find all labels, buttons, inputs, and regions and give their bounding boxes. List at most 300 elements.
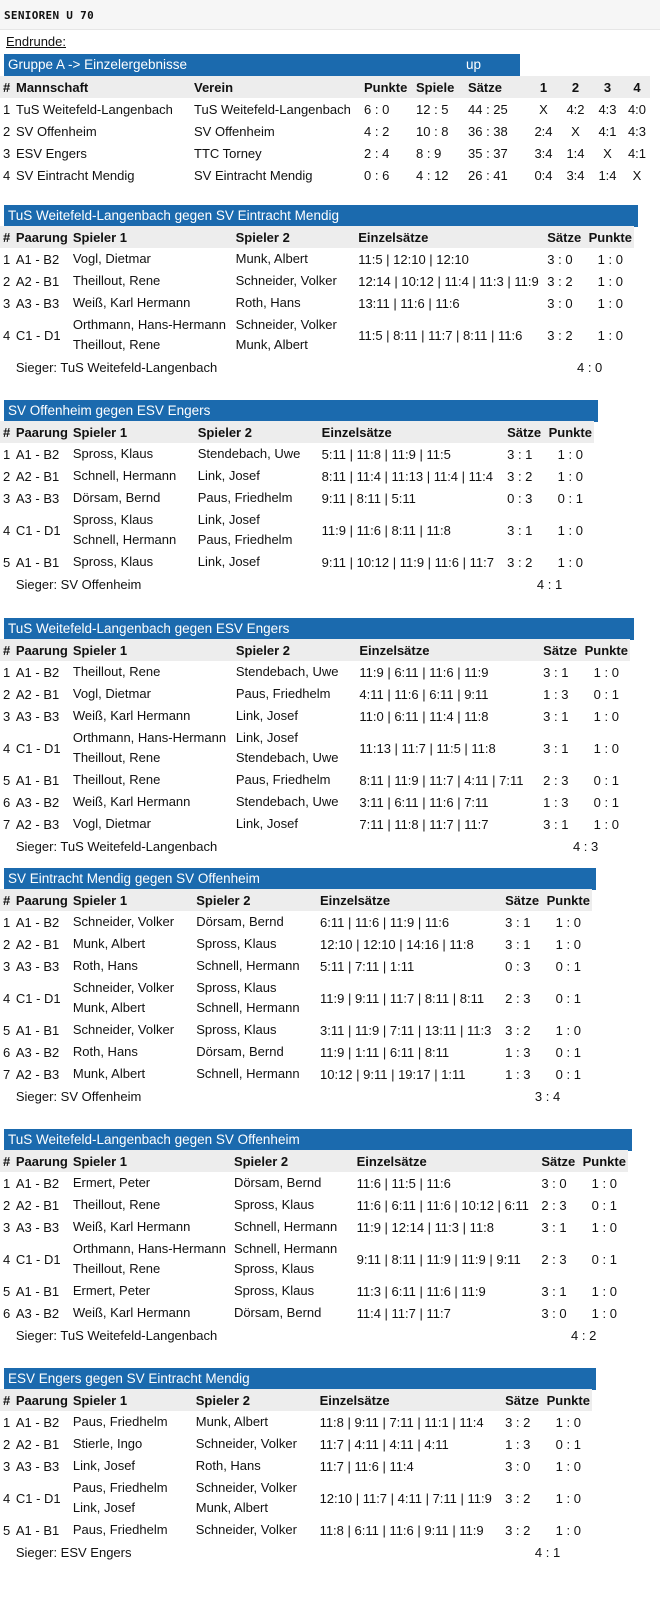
player-2-cell xyxy=(233,683,357,705)
pairing-code: A1 - B1 xyxy=(15,1522,60,1538)
pairing-number: 1 xyxy=(3,1414,11,1430)
sets-score: 3 : 2 xyxy=(547,327,573,343)
player-1-cell xyxy=(70,1019,193,1041)
player-2-name: Munk, Albert xyxy=(235,337,308,352)
points-score: 1 : 0 xyxy=(557,554,583,570)
group-table xyxy=(0,76,650,186)
player-2-name: Schneider, Volker xyxy=(195,1522,297,1537)
match-table xyxy=(0,226,634,378)
single-sets: 5:11 | 11:8 | 11:9 | 11:5 xyxy=(321,446,451,462)
points-score: 1 : 0 xyxy=(591,1175,617,1191)
pairing-number: 2 xyxy=(3,468,11,484)
pairing-code: A1 - B1 xyxy=(15,772,60,788)
standings-row xyxy=(0,164,650,186)
page-title: SENIOREN U 70 xyxy=(0,0,660,30)
sets-score: 1 : 3 xyxy=(505,1436,531,1452)
player-2-cell xyxy=(233,769,357,791)
pairing-code: A1 - B1 xyxy=(15,554,60,570)
player-1-cell xyxy=(70,791,233,813)
pairing-row xyxy=(0,487,594,509)
player-2-cell xyxy=(233,727,357,769)
sets-score: 3 : 2 xyxy=(505,1522,531,1538)
col-header: Einzelsätze xyxy=(355,226,544,248)
player-2-cell xyxy=(193,933,317,955)
player-1-cell xyxy=(70,487,195,509)
player-2-cell xyxy=(195,509,319,551)
sets-score: 2 : 3 xyxy=(541,1197,567,1213)
standings-vs-4: 4:3 xyxy=(627,123,647,139)
col-header: Paarung xyxy=(13,639,70,661)
player-2-cell xyxy=(195,443,319,465)
single-sets: 10:12 | 9:11 | 19:17 | 1:11 xyxy=(320,1066,466,1082)
pairing-code: C1 - D1 xyxy=(15,740,61,756)
pairing-row xyxy=(0,292,634,314)
endrunde-heading: Endrunde: xyxy=(6,34,66,49)
single-sets: 12:10 | 12:10 | 14:16 | 11:8 xyxy=(320,936,474,952)
single-sets: 11:0 | 6:11 | 11:4 | 11:8 xyxy=(359,708,489,724)
player-2-name: Stendebach, Uwe xyxy=(235,664,339,679)
sets-score: 3 : 2 xyxy=(547,273,573,289)
points-score: 1 : 0 xyxy=(555,1490,581,1506)
pairing-number: 1 xyxy=(3,446,11,462)
pairing-code: C1 - D1 xyxy=(15,1490,61,1506)
player-2-name: Spross, Klaus xyxy=(196,980,277,995)
pairing-code: A2 - B1 xyxy=(15,468,60,484)
pairing-row xyxy=(0,1194,628,1216)
player-1-cell xyxy=(70,1455,193,1477)
player-1-cell xyxy=(70,1411,193,1433)
pairing-row xyxy=(0,813,630,835)
standings-vs-4: 4:1 xyxy=(627,145,647,161)
winner-total: 3 : 4 xyxy=(534,1088,561,1104)
pairing-number: 3 xyxy=(3,1458,11,1474)
pairing-row xyxy=(0,955,592,977)
player-2-name: Munk, Albert xyxy=(195,1500,268,1515)
standings-club: SV Offenheim xyxy=(194,123,275,139)
col-header: # xyxy=(0,226,13,248)
pairing-code: C1 - D1 xyxy=(15,327,61,343)
standings-vs-1: 3:4 xyxy=(534,145,553,161)
points-score: 1 : 0 xyxy=(555,936,581,952)
player-1-cell xyxy=(70,1238,231,1280)
player-1-name: Weiß, Karl Hermann xyxy=(72,794,191,809)
col-header: # xyxy=(0,639,13,661)
single-sets: 11:9 | 9:11 | 11:7 | 8:11 | 8:11 xyxy=(320,990,485,1006)
sets-score: 2 : 3 xyxy=(505,990,531,1006)
player-1-cell xyxy=(70,1477,193,1519)
pairing-code: A3 - B2 xyxy=(15,1305,60,1321)
winner-spacer xyxy=(0,835,13,857)
match-table xyxy=(0,889,592,1107)
player-2-name: Link, Josef xyxy=(235,816,298,831)
pairing-number: 3 xyxy=(3,295,11,311)
standings-vs-2: X xyxy=(571,123,580,139)
player-2-name: Dörsam, Bernd xyxy=(233,1305,322,1320)
pairing-code: A3 - B3 xyxy=(15,1219,60,1235)
match-table-header-row xyxy=(0,639,630,661)
pairing-row xyxy=(0,1519,592,1541)
pairing-number: 6 xyxy=(3,1305,11,1321)
pairing-row xyxy=(0,769,630,791)
sets-score: 3 : 0 xyxy=(547,295,573,311)
player-1-name: Schneider, Volker xyxy=(72,914,175,929)
standings-rank: 4 xyxy=(3,167,11,183)
points-score: 1 : 0 xyxy=(597,273,623,289)
winner-label: Sieger: ESV Engers xyxy=(15,1544,132,1560)
sets-score: 1 : 3 xyxy=(543,794,569,810)
pairing-code: A2 - B1 xyxy=(15,1436,60,1452)
player-1-name: Dörsam, Bernd xyxy=(72,490,161,505)
player-1-name: Theillout, Rene xyxy=(72,273,161,288)
standings-games: 10 : 8 xyxy=(416,123,449,139)
sets-score: 3 : 1 xyxy=(543,740,569,756)
standings-row xyxy=(0,142,650,164)
pairing-row xyxy=(0,1433,592,1455)
col-header: Einzelsätze xyxy=(317,1389,503,1411)
winner-spacer xyxy=(0,573,13,595)
standings-vs-2: 1:4 xyxy=(566,145,585,161)
col-header: 3 xyxy=(591,76,623,98)
sets-score: 3 : 1 xyxy=(507,522,533,538)
player-2-name: Munk, Albert xyxy=(195,1414,268,1429)
col-header: Punkte xyxy=(580,1150,628,1172)
player-1-cell xyxy=(70,509,195,551)
standings-games: 4 : 12 xyxy=(416,167,449,183)
standings-vs-3: 1:4 xyxy=(598,167,617,183)
up-link[interactable]: up xyxy=(466,57,482,72)
pairing-number: 3 xyxy=(3,708,11,724)
pairing-row xyxy=(0,1238,628,1280)
player-1-name: Schnell, Hermann xyxy=(72,468,177,483)
standings-rank: 2 xyxy=(3,123,11,139)
player-2-cell xyxy=(193,1455,317,1477)
points-score: 0 : 1 xyxy=(555,1066,581,1082)
pairing-row xyxy=(0,1477,592,1519)
player-2-cell xyxy=(193,1411,317,1433)
player-1-cell xyxy=(70,661,233,683)
single-sets: 11:4 | 11:7 | 11:7 xyxy=(356,1305,451,1321)
winner-row xyxy=(0,1541,592,1563)
player-2-cell xyxy=(193,1041,317,1063)
col-header: Sätze xyxy=(540,639,581,661)
winner-row xyxy=(0,1324,628,1346)
pairing-row xyxy=(0,683,630,705)
player-1-name: Paus, Friedhelm xyxy=(72,1414,168,1429)
winner-label: Sieger: TuS Weitefeld-Langenbach xyxy=(15,838,218,854)
points-score: 0 : 1 xyxy=(555,990,581,1006)
match-table xyxy=(0,421,594,595)
pairing-row xyxy=(0,661,630,683)
player-2-name: Paus, Friedhelm xyxy=(197,490,293,505)
player-2-name: Spross, Klaus xyxy=(196,936,277,951)
player-2-name: Link, Josef xyxy=(197,554,260,569)
sets-score: 3 : 1 xyxy=(505,914,531,930)
pairing-number: 6 xyxy=(3,1044,11,1060)
pairing-code: A2 - B3 xyxy=(15,816,60,832)
pairing-code: A3 - B2 xyxy=(15,1044,60,1060)
player-2-name: Link, Josef xyxy=(235,708,298,723)
single-sets: 11:9 | 6:11 | 11:6 | 11:9 xyxy=(359,664,489,680)
standings-vs-3: X xyxy=(603,145,612,161)
col-header: 4 xyxy=(623,76,650,98)
player-2-name: Schneider, Volker xyxy=(195,1480,297,1495)
player-1-cell xyxy=(70,933,193,955)
standings-games: 12 : 5 xyxy=(416,101,449,117)
col-header: Spieler 2 xyxy=(193,1389,317,1411)
standings-team: SV Eintracht Mendig xyxy=(16,167,135,183)
pairing-code: A1 - B2 xyxy=(15,251,60,267)
player-2-name: Spross, Klaus xyxy=(233,1197,315,1212)
match-table-header-row xyxy=(0,1389,592,1411)
col-header: Sätze xyxy=(504,421,546,443)
player-1-name: Munk, Albert xyxy=(72,1000,146,1015)
col-header: Punkte xyxy=(586,226,634,248)
standings-points: 6 : 0 xyxy=(364,101,390,117)
points-score: 1 : 0 xyxy=(593,664,619,680)
sets-score: 3 : 2 xyxy=(505,1490,531,1506)
player-2-cell xyxy=(233,813,357,835)
col-header: Spieler 1 xyxy=(70,889,193,911)
points-score: 1 : 0 xyxy=(557,446,583,462)
player-1-name: Orthmann, Hans-Hermann xyxy=(72,1241,226,1256)
standings-row xyxy=(0,98,650,120)
points-score: 1 : 0 xyxy=(555,1414,581,1430)
player-1-cell xyxy=(70,769,233,791)
player-1-name: Vogl, Dietmar xyxy=(72,251,151,266)
col-header: Einzelsätze xyxy=(356,639,540,661)
player-2-cell xyxy=(233,705,357,727)
player-2-cell xyxy=(193,1519,317,1541)
col-header: # xyxy=(0,421,13,443)
player-2-name: Link, Josef xyxy=(197,512,260,527)
sets-score: 3 : 2 xyxy=(505,1414,531,1430)
winner-total: 4 : 0 xyxy=(576,359,603,375)
pairing-number: 4 xyxy=(3,1490,11,1506)
col-header: Spieler 1 xyxy=(70,1389,193,1411)
player-1-name: Roth, Hans xyxy=(72,1044,138,1059)
pairing-number: 3 xyxy=(3,958,11,974)
sets-score: 3 : 2 xyxy=(507,554,533,570)
pairing-code: A1 - B2 xyxy=(15,446,60,462)
pairing-number: 3 xyxy=(3,490,11,506)
col-header: Spieler 1 xyxy=(70,226,233,248)
col-header: # xyxy=(0,1389,13,1411)
single-sets: 6:11 | 11:6 | 11:9 | 11:6 xyxy=(320,914,450,930)
player-2-cell xyxy=(193,1477,317,1519)
single-sets: 12:10 | 11:7 | 4:11 | 7:11 | 11:9 xyxy=(319,1490,492,1506)
standings-rank: 1 xyxy=(3,101,11,117)
pairing-code: A1 - B1 xyxy=(15,1283,60,1299)
pairing-row xyxy=(0,1411,592,1433)
single-sets: 11:8 | 6:11 | 11:6 | 9:11 | 11:9 xyxy=(319,1522,484,1538)
pairing-row xyxy=(0,727,630,769)
points-score: 0 : 1 xyxy=(593,772,619,788)
player-1-name: Munk, Albert xyxy=(72,936,146,951)
pairing-code: A1 - B1 xyxy=(15,1022,60,1038)
player-1-name: Weiß, Karl Hermann xyxy=(72,1219,191,1234)
pairing-number: 7 xyxy=(3,1066,11,1082)
player-2-cell xyxy=(193,1019,317,1041)
sets-score: 3 : 1 xyxy=(505,936,531,952)
pairing-row xyxy=(0,314,634,356)
pairing-code: A1 - B2 xyxy=(15,1414,60,1430)
col-header: Mannschaft xyxy=(13,76,191,98)
winner-label: Sieger: TuS Weitefeld-Langenbach xyxy=(15,1327,218,1343)
standings-row xyxy=(0,120,650,142)
pairing-code: A3 - B3 xyxy=(15,958,60,974)
standings-club: TTC Torney xyxy=(194,145,262,161)
winner-total: 4 : 1 xyxy=(534,1544,561,1560)
player-2-name: Link, Josef xyxy=(235,730,298,745)
player-2-cell xyxy=(193,977,317,1019)
sets-score: 3 : 0 xyxy=(541,1305,567,1321)
pairing-row xyxy=(0,1063,592,1085)
pairing-number: 2 xyxy=(3,273,11,289)
winner-label: Sieger: SV Offenheim xyxy=(15,576,142,592)
points-score: 1 : 0 xyxy=(555,1022,581,1038)
single-sets: 11:9 | 11:6 | 8:11 | 11:8 xyxy=(321,522,451,538)
player-2-name: Schneider, Volker xyxy=(235,317,337,332)
player-1-name: Stierle, Ingo xyxy=(72,1436,143,1451)
sets-score: 3 : 2 xyxy=(507,468,533,484)
pairing-code: C1 - D1 xyxy=(15,990,61,1006)
standings-sets: 26 : 41 xyxy=(468,167,508,183)
player-1-name: Theillout, Rene xyxy=(72,772,161,787)
player-2-name: Paus, Friedhelm xyxy=(235,686,331,701)
player-1-name: Theillout, Rene xyxy=(72,1261,161,1276)
player-1-name: Orthmann, Hans-Hermann xyxy=(72,730,227,745)
sets-score: 3 : 1 xyxy=(541,1219,567,1235)
pairing-number: 4 xyxy=(3,990,11,1006)
player-1-cell xyxy=(70,1302,231,1324)
pairing-number: 5 xyxy=(3,554,11,570)
col-header: Einzelsätze xyxy=(317,889,502,911)
pairing-row xyxy=(0,1172,628,1194)
points-score: 0 : 1 xyxy=(555,1436,581,1452)
col-header: # xyxy=(0,76,13,98)
standings-rank: 3 xyxy=(3,145,11,161)
player-1-name: Theillout, Rene xyxy=(72,750,161,765)
player-2-name: Spross, Klaus xyxy=(233,1261,315,1276)
col-header: Einzelsätze xyxy=(319,421,504,443)
pairing-code: C1 - D1 xyxy=(15,522,61,538)
sets-score: 3 : 0 xyxy=(547,251,573,267)
standings-points: 4 : 2 xyxy=(364,123,390,139)
player-2-cell xyxy=(233,270,356,292)
player-2-cell xyxy=(233,314,356,356)
col-header: Spieler 1 xyxy=(70,1150,231,1172)
sets-score: 2 : 3 xyxy=(541,1251,567,1267)
player-2-name: Munk, Albert xyxy=(235,251,308,266)
match-header: ESV Engers gegen SV Eintracht Mendig xyxy=(4,1368,596,1390)
player-2-cell xyxy=(231,1216,354,1238)
player-2-cell xyxy=(231,1280,354,1302)
winner-spacer xyxy=(0,1324,13,1346)
standings-points: 2 : 4 xyxy=(364,145,390,161)
pairing-code: A2 - B1 xyxy=(15,1197,60,1213)
player-1-name: Ermert, Peter xyxy=(72,1175,151,1190)
points-score: 1 : 0 xyxy=(555,1522,581,1538)
player-2-name: Roth, Hans xyxy=(235,295,301,310)
player-1-cell xyxy=(70,1280,231,1302)
standings-vs-1: 2:4 xyxy=(534,123,553,139)
single-sets: 11:6 | 11:5 | 11:6 xyxy=(356,1175,451,1191)
player-2-name: Stendebach, Uwe xyxy=(197,446,301,461)
group-header-title: Gruppe A -> Einzelergebnisse xyxy=(8,57,187,72)
player-1-name: Vogl, Dietmar xyxy=(72,816,151,831)
player-2-cell xyxy=(231,1194,354,1216)
single-sets: 3:11 | 11:9 | 7:11 | 13:11 | 11:3 xyxy=(320,1022,492,1038)
player-1-name: Link, Josef xyxy=(72,1500,136,1515)
player-2-cell xyxy=(233,292,356,314)
player-2-name: Spross, Klaus xyxy=(233,1283,315,1298)
standings-sets: 44 : 25 xyxy=(468,101,508,117)
col-header: Sätze xyxy=(544,226,585,248)
player-1-cell xyxy=(70,443,195,465)
sets-score: 3 : 1 xyxy=(541,1283,567,1299)
pairing-number: 4 xyxy=(3,740,11,756)
match-table-header-row xyxy=(0,889,592,911)
pairing-code: C1 - D1 xyxy=(15,1251,61,1267)
player-1-name: Link, Josef xyxy=(72,1458,136,1473)
player-1-cell xyxy=(70,727,233,769)
player-1-name: Spross, Klaus xyxy=(72,512,154,527)
pairing-number: 5 xyxy=(3,1522,11,1538)
player-2-name: Schnell, Hermann xyxy=(196,958,300,973)
pairing-row xyxy=(0,1302,628,1324)
player-2-name: Schnell, Hermann xyxy=(196,1000,300,1015)
pairing-code: A2 - B1 xyxy=(15,273,60,289)
standings-games: 8 : 9 xyxy=(416,145,442,161)
col-header: Sätze xyxy=(465,76,527,98)
player-1-name: Schnell, Hermann xyxy=(72,532,177,547)
single-sets: 7:11 | 11:8 | 11:7 | 11:7 xyxy=(359,816,489,832)
player-2-name: Schnell, Hermann xyxy=(233,1241,338,1256)
points-score: 1 : 0 xyxy=(593,708,619,724)
player-2-name: Link, Josef xyxy=(197,468,260,483)
col-header: Sätze xyxy=(538,1150,579,1172)
single-sets: 11:7 | 11:6 | 11:4 xyxy=(319,1458,414,1474)
player-2-name: Stendebach, Uwe xyxy=(235,750,339,765)
standings-vs-4: 4:0 xyxy=(627,101,647,117)
player-2-name: Paus, Friedhelm xyxy=(235,772,331,787)
sets-score: 3 : 0 xyxy=(505,1458,531,1474)
match-table xyxy=(0,1150,628,1346)
player-2-cell xyxy=(193,1433,317,1455)
standings-vs-1: X xyxy=(539,101,548,117)
col-header: Punkte xyxy=(544,889,592,911)
col-header: Verein xyxy=(191,76,361,98)
player-1-cell xyxy=(70,248,233,270)
col-header: Spieler 2 xyxy=(195,421,319,443)
pairing-number: 2 xyxy=(3,686,11,702)
single-sets: 11:7 | 4:11 | 4:11 | 4:11 xyxy=(319,1436,449,1452)
pairing-number: 1 xyxy=(3,1175,11,1191)
match-table-header-row xyxy=(0,1150,628,1172)
points-score: 1 : 0 xyxy=(555,1458,581,1474)
standings-team: TuS Weitefeld-Langenbach xyxy=(16,101,173,117)
points-score: 1 : 0 xyxy=(555,914,581,930)
player-1-cell xyxy=(70,314,233,356)
player-1-name: Roth, Hans xyxy=(72,958,138,973)
pairing-row xyxy=(0,551,594,573)
points-score: 1 : 0 xyxy=(557,468,583,484)
sets-score: 3 : 1 xyxy=(543,816,569,832)
col-header: Sätze xyxy=(502,889,543,911)
standings-vs-3: 4:1 xyxy=(598,123,617,139)
single-sets: 11:13 | 11:7 | 11:5 | 11:8 xyxy=(359,740,496,756)
player-2-cell xyxy=(193,911,317,933)
